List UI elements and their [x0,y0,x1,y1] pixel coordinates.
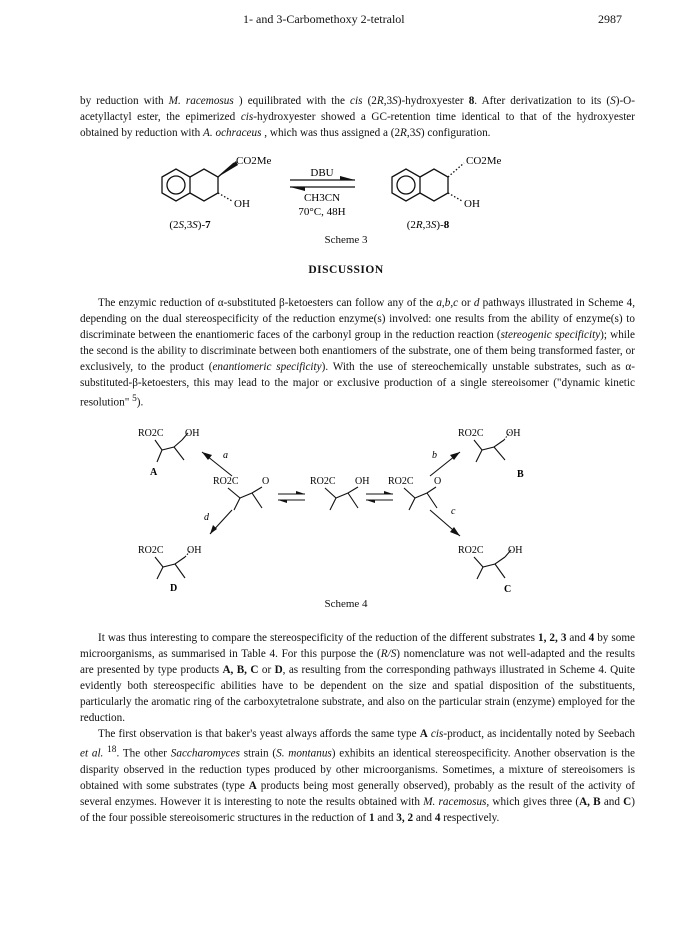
benzene-ring [162,169,190,201]
product-d-skeleton [155,557,185,567]
aromatic-circle-right [397,176,415,194]
product-c-skeleton [474,557,505,567]
product-a-methyl [157,450,162,462]
enol-skeleton [325,487,358,498]
arrowhead-eq1-reverse [278,500,287,503]
scheme-4-arrowheads [202,452,460,536]
pathway-a-arrow [202,452,232,476]
scheme-4-bonds [155,432,511,579]
product-b-hydroxyl: OH [506,428,521,439]
pathway-b-letter: b [432,450,437,461]
reagent-conditions: 70°C, 48H [298,206,346,218]
arrowhead-eq2-forward [384,491,393,494]
product-b-methyl [476,450,482,462]
product-a-label: A [150,467,158,478]
arrowhead-d [210,525,217,534]
pathway-d-arrow [210,510,232,534]
product-b-chain [494,447,505,460]
equilibrium-arrows [290,180,355,187]
product-c-methyl [477,567,483,579]
product-a-hydroxyl: OH [185,428,200,439]
enol-chain [348,493,358,508]
product-c-ester: RO2C [458,545,484,556]
product-d-oh-bond [185,550,191,557]
hydroxyl-hash-bond [218,193,232,201]
product-b-label: B [517,469,524,480]
scheme-4-caption: Scheme 4 [324,598,368,610]
hydroxyl-hash-bond-right [448,193,462,201]
scheme-3-caption: Scheme 3 [324,234,368,246]
pathway-d-letter: d [204,512,209,523]
keto-left-ester: RO2C [213,476,239,487]
right-hydroxyl-text: OH [464,198,480,210]
keto-right-ester: RO2C [388,476,414,487]
keto-right-skeleton [404,487,436,498]
scheme-3-figure [0,0,692,260]
arrowhead-eq1-forward [296,491,305,494]
reagent-solvent: CH3CN [303,192,341,204]
product-b-skeleton [474,440,504,450]
product-c-label: C [504,584,512,595]
running-title: 1- and 3-Carbomethoxy 2-tetralol [243,12,405,26]
pathway-b-arrow [430,452,460,476]
paragraph-enzymic-reduction: The enzymic reduction of α-substituted β-ketoesters can follow any of the a,b,c or d pathways illustrated in Scheme 4, depending on the dual stereospecificity of the reduction enzyme(s) involved: one results from the ability of enzyme(s) to discriminate between the enantiomeric faces of the carbonyl group in the reduction reaction (stereogenic specificity); while the second is the ability to discriminate between both enantiomers of the substrate, one of them being transformed faster, or exclusively, to the product (enantiomeric specificity). With the use of stereochemically unstable substrates, such as α-substituted-β-ketoesters, this may lead to the major or exclusive production of a single stereoisomer ("dynamic kinetic resolution" $^5$). [80,297,635,409]
product-c-oh-bond [505,550,511,557]
saturated-ring-right [420,169,448,201]
product-b-ester: RO2C [458,428,484,439]
arrowhead-c [450,527,460,536]
product-d-hydroxyl: OH [187,545,202,556]
ester-hash-bond [448,163,464,177]
keto-right-chain [427,493,437,508]
enol-hydroxyl: OH [355,476,370,487]
saturated-ring [190,169,218,201]
reagent-dbu: DBU [310,167,334,179]
product-c-hydroxyl: OH [508,545,523,556]
product-a-oh-bond [182,433,188,440]
arrowhead-eq2-reverse [366,500,375,503]
compound-7-label: (2S,3S)-7 [169,219,211,231]
wedge-bond-left [218,161,238,177]
keto-left-methyl [234,498,240,510]
left-hydroxyl-text: OH [234,198,250,210]
product-b-oh-bond [504,432,510,440]
product-a-skeleton [155,440,182,450]
product-a-ester: RO2C [138,428,164,439]
keto-right-oxygen: O [434,476,442,487]
product-d-ester: RO2C [138,545,164,556]
paragraph-observations: The first observation is that baker's yeast always affords the same type A cis-product, as incidentally noted by Seebach et al. $^{18}$. The other Saccharomyces strain (S. montanus) exhibits an identical stereospecificity. Another observation is the disparity observed in the reduction types produced by other microorganisms. Sometimes, a mixture of stereoisomers is obtained with some substrates (type A products being most generally observed), probably as the result of the activity of several enzymes. However it is interesting to note the results obtained with M. racemosus, which gives three (A, B and C) of the four possible stereoisomeric structures in the reduction of 1 and 3, 2 and 4 respectively. [80,728,636,824]
product-c-chain [495,564,505,578]
keto-left-skeleton [228,487,262,498]
enol-methyl [330,498,336,510]
arrowhead-b [450,452,460,460]
enol-ester: RO2C [310,476,336,487]
page-number: 2987 [598,12,622,26]
pathway-c-arrow [430,510,460,536]
keto-left-chain [252,493,262,508]
aromatic-circle [167,176,185,194]
section-heading-discussion: DISCUSSION [308,264,384,276]
right-ester-text: CO2Me [466,155,502,167]
paragraph-epimerization: by reduction with M. racemosus ) equilibrated with the cis (2R,3S)-hydroxyester 8. After derivatization to its (S)-O-acetyllactyl ester, the epimerized cis-hydroxyester showed a GC-retention time identical to that of the hydroxyester obtained by reduction with A. ochraceus , which was thus assigned a (2R,3S) configuration. [80,95,635,139]
compound-8-label: (2R,3S)-8 [406,219,450,231]
arrowhead-a [202,452,212,460]
left-ester-text: CO2Me [236,155,272,167]
tetralol-8-structure [392,163,464,201]
product-a-chain [174,447,184,460]
benzene-ring-right [392,169,420,201]
tetralol-7-structure [162,163,234,201]
keto-left-oxygen: O [262,476,270,487]
product-d-chain [175,564,185,578]
paragraph-stereospecificity-comparison: It was thus interesting to compare the stereospecificity of the reduction of the different substrates 1, 2, 3 and 4 by some microorganisms, as summarised in Table 4. For this purpose the (R/S) nomenclature was not well-adapted and the results are presented by type products A, B, C or D, as resulting from the corresponding pathways illustrated in Scheme 4. Quite evidently both stereospecific abilities have to be dependent on the size and spatial disposition of the substituents, particularly the aromatic ring of the carboxytetralone substrate, and also on the particular strain (enzyme) employed for the reduction. [80,632,636,724]
product-d-methyl [157,567,163,579]
pathway-a-letter: a [223,450,228,461]
product-d-label: D [170,583,178,594]
pathway-c-letter: c [451,506,456,517]
keto-right-methyl [409,498,415,510]
